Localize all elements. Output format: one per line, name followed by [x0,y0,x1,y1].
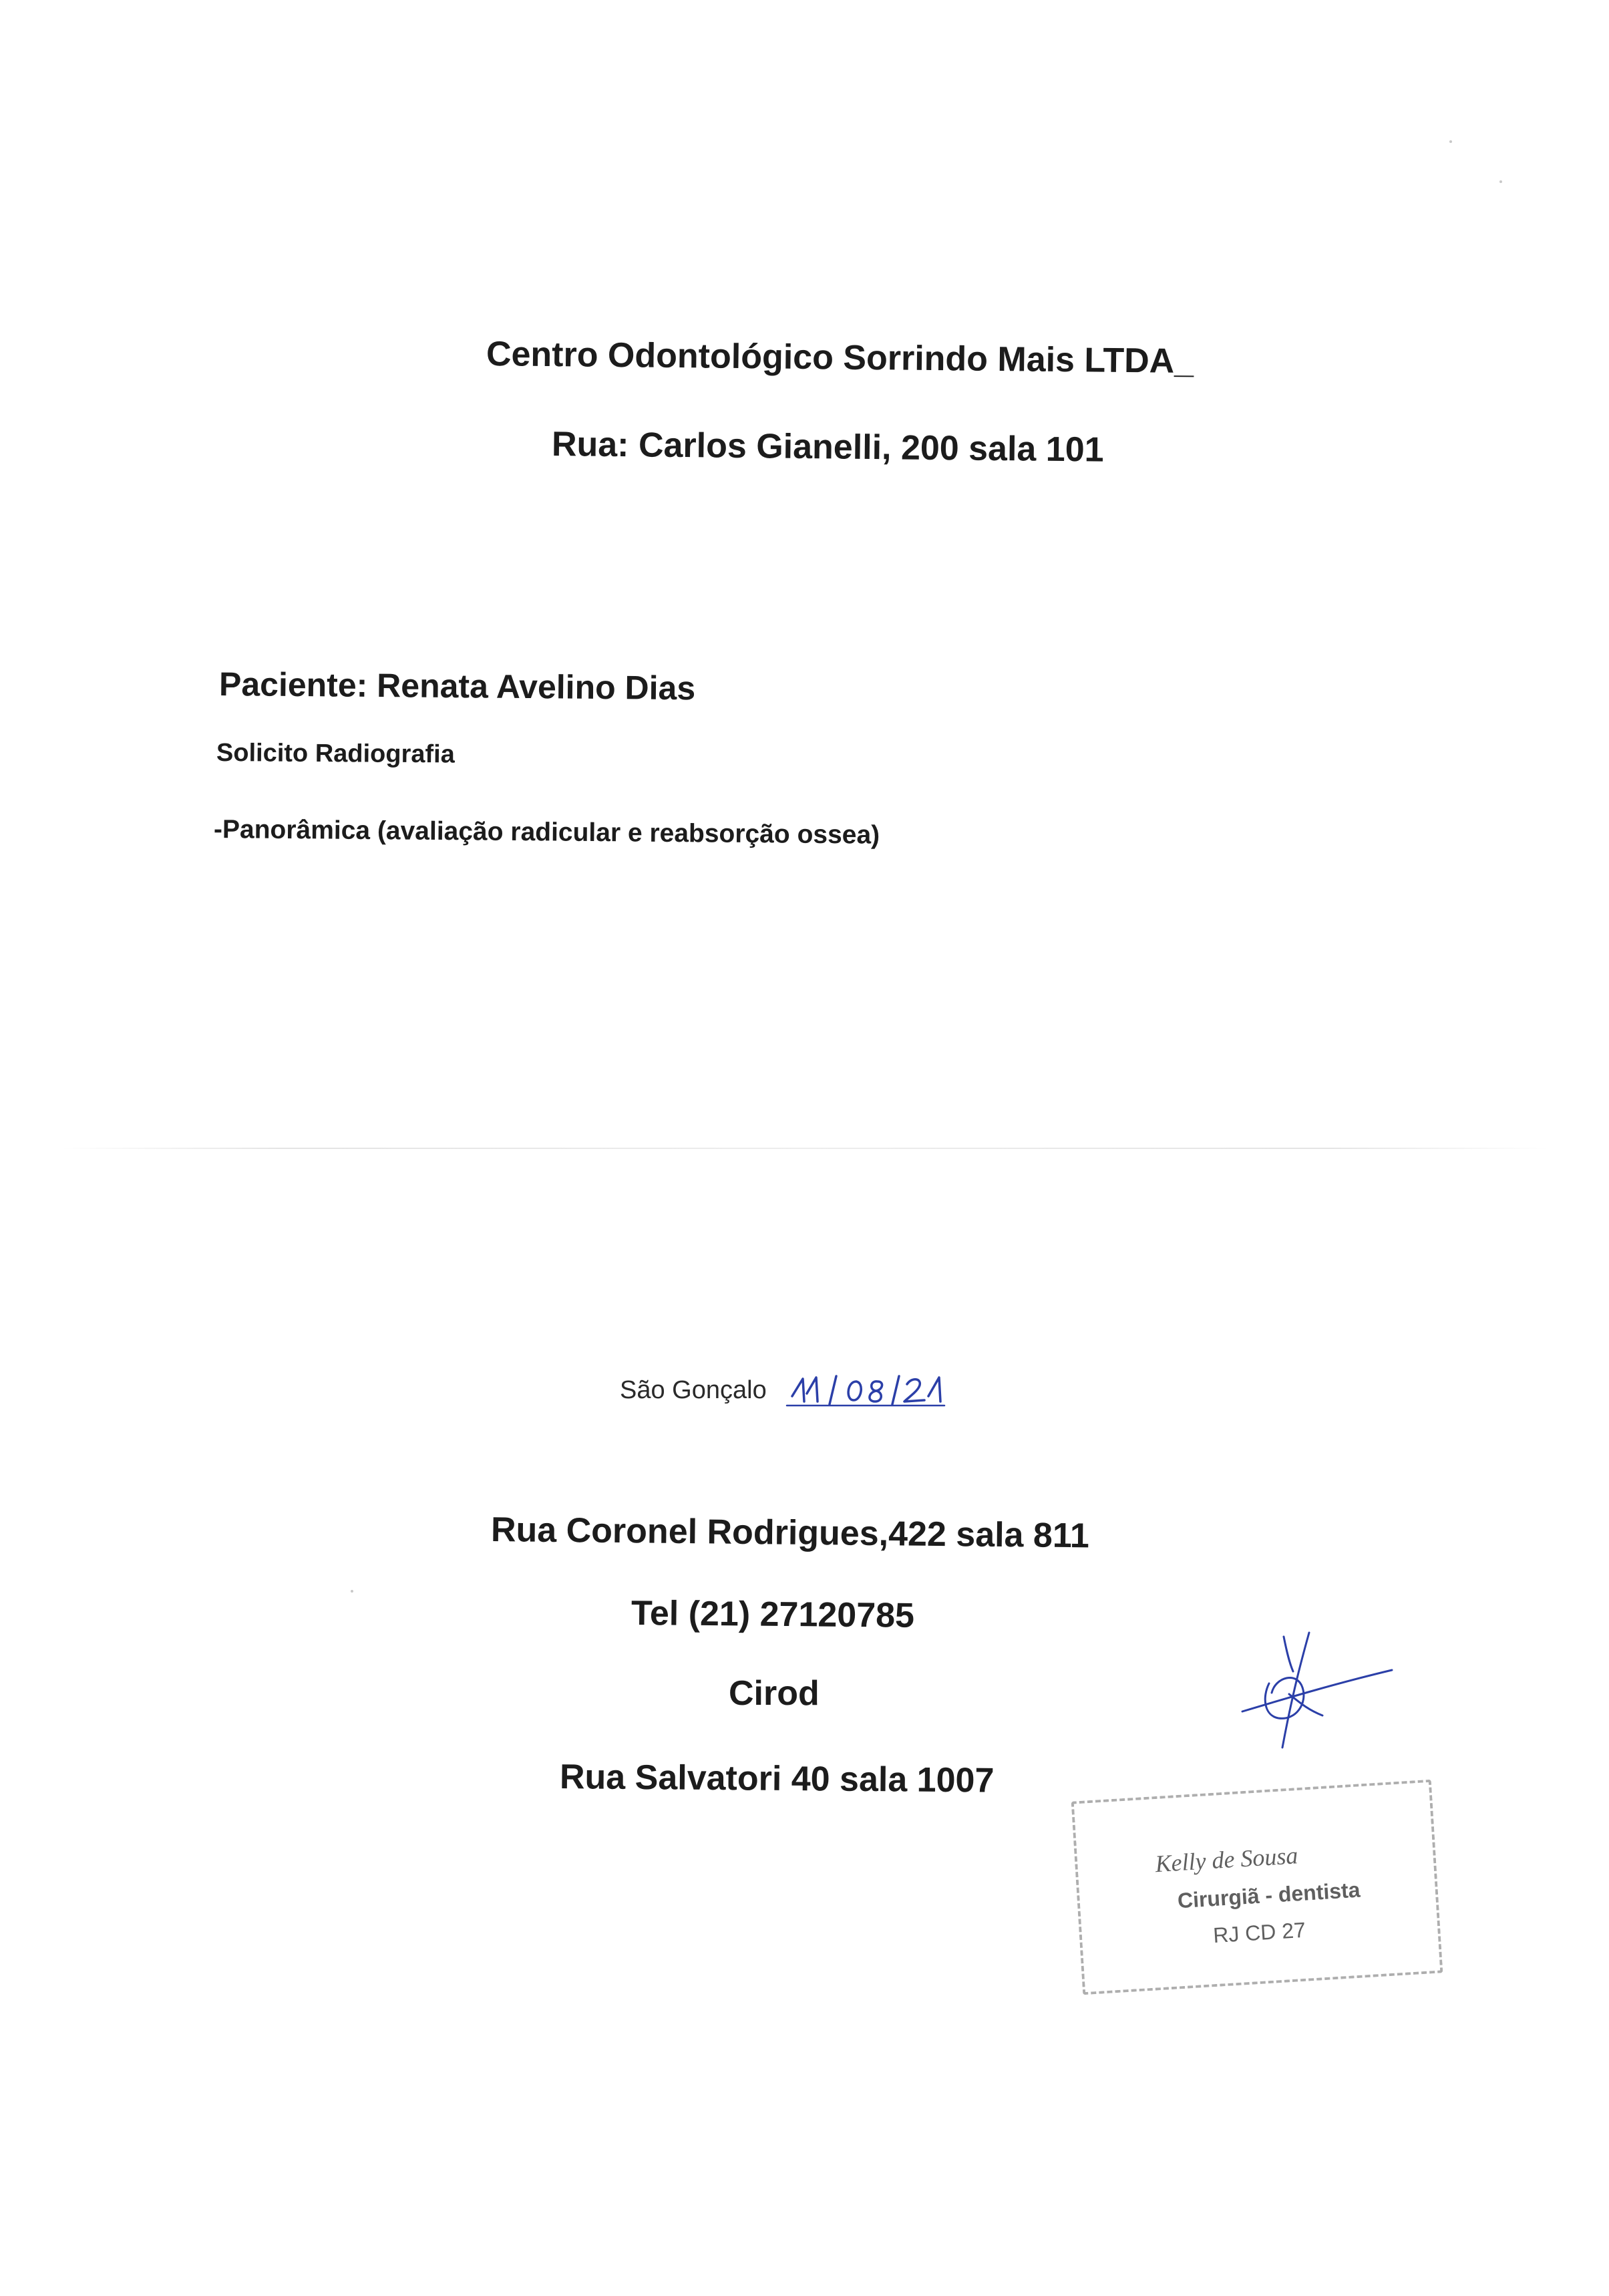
footer-phone: Tel (21) 27120785 [631,1594,915,1635]
footer-address-2: Rua Salvatori 40 sala 1007 [559,1758,995,1800]
footer-address-1: Rua Coronel Rodrigues,422 sala 811 [490,1510,1090,1556]
footer-name-2: Cirod [729,1674,820,1713]
paper-speck [1499,180,1502,183]
professional-stamp [1071,1780,1443,1995]
date-city: São Gonçalo [620,1376,767,1404]
handwritten-date [784,1361,985,1422]
request-title: Solicito Radiografia [216,739,455,769]
clinic-address: Rua: Carlos Gianelli, 200 sala 101 [551,425,1104,470]
paper-speck [1449,140,1452,143]
paper-speck [351,1590,353,1593]
clinic-name: Centro Odontológico Sorrindo Mais LTDA_ [486,335,1194,381]
patient-name: Paciente: Renata Avelino Dias [218,665,696,707]
paper-fold-line [60,1148,1550,1149]
stamp-name: Kelly de Sousa [1154,1842,1299,1878]
stamp-role: Cirurgiã - dentista [1176,1877,1361,1913]
stamp-registration: RJ CD 27 [1212,1917,1306,1948]
signature [1229,1630,1403,1764]
request-exam: -Panorâmica (avaliação radicular e reabsorção ossea) [213,815,880,850]
